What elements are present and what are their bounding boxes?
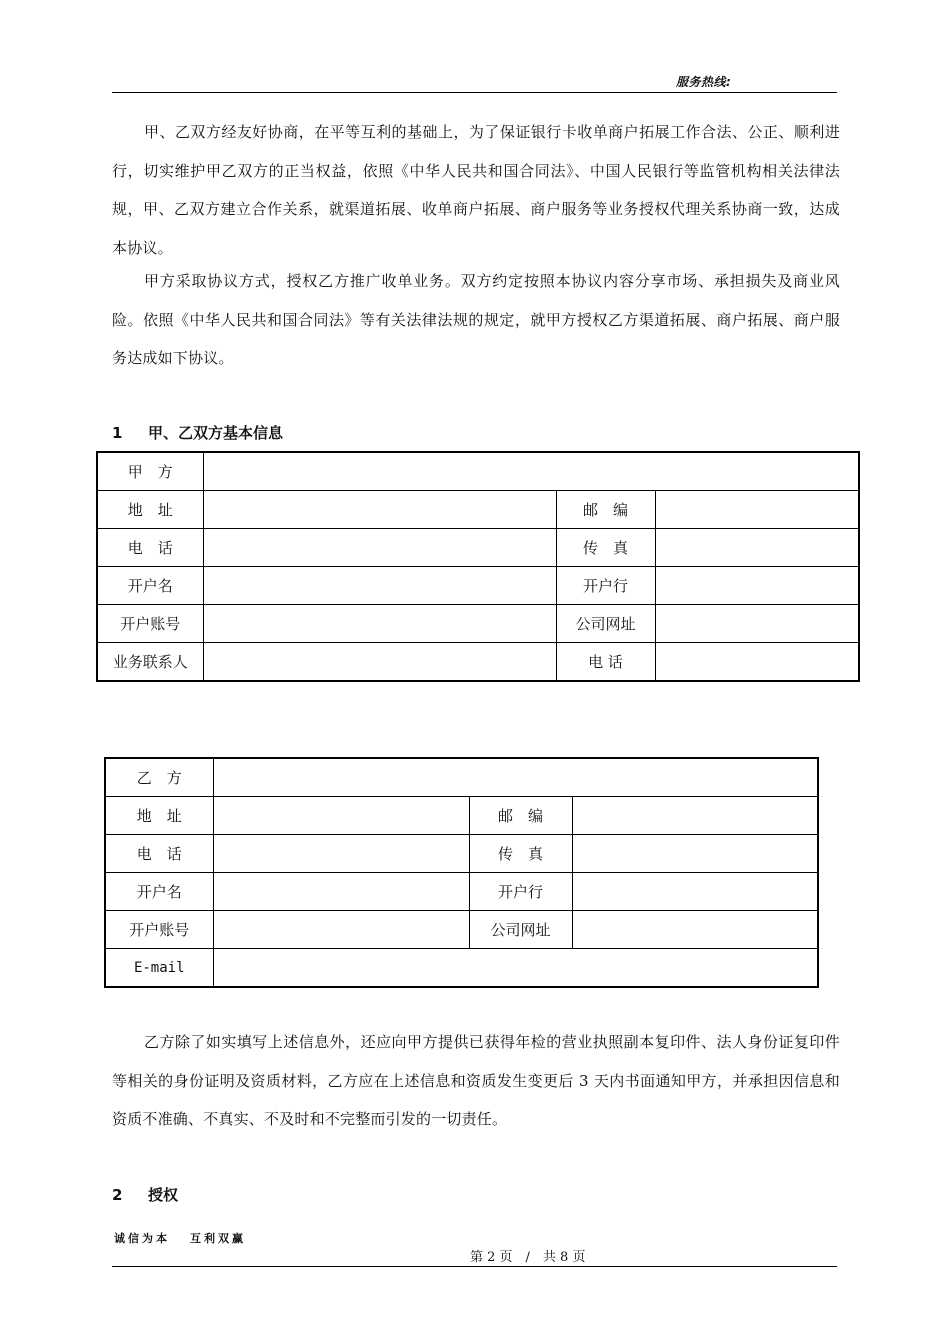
contact-phone-label: 电 话 bbox=[556, 643, 655, 682]
table-row bbox=[97, 491, 859, 529]
intro-paragraph-2: 甲方采取协议方式，授权乙方推广收单业务。双方约定按照本协议内容分享市场、承担损失及商业风险。依照《中华人民共和国合同法》等有关法律法规的规定，就甲方授权乙方渠道拓展、商户拓展、商户服务达成如下协议。 bbox=[112, 272, 840, 367]
section-1-title: 甲、乙双方基本信息 bbox=[148, 424, 284, 442]
table-row bbox=[105, 835, 818, 873]
section-1-number: 1 bbox=[112, 424, 123, 442]
party-b-name-field[interactable] bbox=[213, 758, 818, 797]
website-field[interactable] bbox=[572, 911, 818, 949]
bank-label: 开户行 bbox=[556, 567, 655, 605]
fax-field[interactable] bbox=[572, 835, 818, 873]
account-name-field[interactable] bbox=[203, 567, 556, 605]
motto-part-1: 诚信为本 bbox=[114, 1232, 170, 1245]
bank-field[interactable] bbox=[572, 873, 818, 911]
fax-label: 传 真 bbox=[469, 835, 572, 873]
table-row bbox=[105, 949, 818, 988]
account-number-field[interactable] bbox=[213, 911, 469, 949]
bank-label: 开户行 bbox=[469, 873, 572, 911]
info-obligation-paragraph: 乙方除了如实填写上述信息外，还应向甲方提供已获得年检的营业执照副本复印件、法人身份证复印件等相关的身份证明及资质材料，乙方应在上述信息和资质发生变更后 3 天内书面通知甲方，并承担因信息和资质不准确、不真实、不及时和不完整而引发的一切责任。 bbox=[112, 1033, 840, 1128]
motto-part-2: 互利双赢 bbox=[190, 1232, 246, 1245]
phone-label: 电 话 bbox=[105, 835, 213, 873]
table-row bbox=[97, 643, 859, 682]
party-b-info-table bbox=[104, 757, 819, 988]
account-number-field[interactable] bbox=[203, 605, 556, 643]
account-number-label: 开户账号 bbox=[105, 911, 213, 949]
table-row bbox=[105, 758, 818, 797]
fax-field[interactable] bbox=[655, 529, 859, 567]
bank-field[interactable] bbox=[655, 567, 859, 605]
postcode-field[interactable] bbox=[572, 797, 818, 835]
section-2-number: 2 bbox=[112, 1186, 123, 1204]
section-2-heading bbox=[112, 1184, 178, 1205]
postcode-label: 邮 编 bbox=[469, 797, 572, 835]
website-label: 公司网址 bbox=[556, 605, 655, 643]
contact-label: 业务联系人 bbox=[97, 643, 203, 682]
page-number: 第 2 页 / 共 8 页 bbox=[470, 1250, 586, 1265]
account-name-field[interactable] bbox=[213, 873, 469, 911]
party-a-info-table bbox=[96, 451, 860, 682]
website-field[interactable] bbox=[655, 605, 859, 643]
email-field[interactable] bbox=[213, 949, 818, 988]
email-label: E-mail bbox=[105, 949, 213, 988]
contact-field[interactable] bbox=[203, 643, 556, 682]
postcode-field[interactable] bbox=[655, 491, 859, 529]
table-row bbox=[105, 911, 818, 949]
party-b-label: 乙 方 bbox=[105, 758, 213, 797]
party-a-name-field[interactable] bbox=[203, 452, 859, 491]
header-divider bbox=[112, 92, 837, 93]
contact-phone-field[interactable] bbox=[655, 643, 859, 682]
phone-field[interactable] bbox=[203, 529, 556, 567]
section-1-heading bbox=[112, 422, 283, 443]
account-name-label: 开户名 bbox=[105, 873, 213, 911]
address-label: 地 址 bbox=[105, 797, 213, 835]
address-field[interactable] bbox=[203, 491, 556, 529]
account-name-label: 开户名 bbox=[97, 567, 203, 605]
intro-paragraph-1: 甲、乙双方经友好协商，在平等互利的基础上，为了保证银行卡收单商户拓展工作合法、公正、顺利进行，切实维护甲乙双方的正当权益，依照《中华人民共和国合同法》、中国人民银行等监管机构相关法律法规，甲、乙双方建立合作关系，就渠道拓展、收单商户拓展、商户服务等业务授权代理关系协商一致，达成本协议。 bbox=[112, 123, 840, 257]
fax-label: 传 真 bbox=[556, 529, 655, 567]
table-row bbox=[97, 529, 859, 567]
account-number-label: 开户账号 bbox=[97, 605, 203, 643]
phone-label: 电 话 bbox=[97, 529, 203, 567]
section-2-title: 授权 bbox=[148, 1186, 179, 1204]
address-label: 地 址 bbox=[97, 491, 203, 529]
footer-divider bbox=[112, 1266, 837, 1267]
address-field[interactable] bbox=[213, 797, 469, 835]
postcode-label: 邮 编 bbox=[556, 491, 655, 529]
table-row bbox=[97, 567, 859, 605]
footer-motto bbox=[114, 1230, 246, 1246]
service-hotline-label: 服务热线: bbox=[676, 75, 732, 89]
table-row bbox=[97, 452, 859, 491]
party-a-label: 甲 方 bbox=[97, 452, 203, 491]
table-row bbox=[105, 873, 818, 911]
website-label: 公司网址 bbox=[469, 911, 572, 949]
phone-field[interactable] bbox=[213, 835, 469, 873]
table-row bbox=[105, 797, 818, 835]
table-row bbox=[97, 605, 859, 643]
